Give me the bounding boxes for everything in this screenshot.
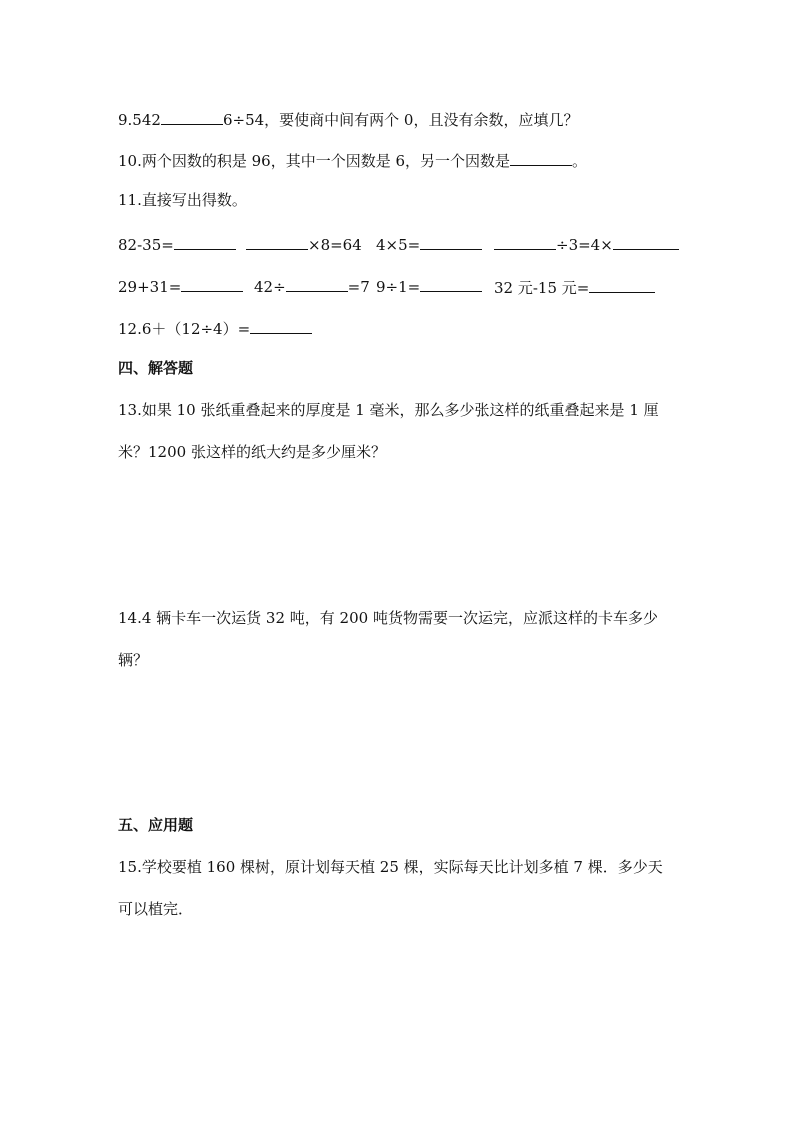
- section-4-title: 四、解答题: [118, 359, 194, 377]
- calc-1b: [246, 235, 362, 254]
- calc-1d: [494, 235, 679, 254]
- q9-text-before: 9.542: [118, 111, 161, 129]
- q10-answer-blank[interactable]: [510, 151, 572, 166]
- calc-1b-text: ×8=64: [308, 236, 362, 254]
- q15-text-line-2: 可以植完．: [118, 900, 194, 918]
- calc-1c-text: 4×5=: [376, 236, 421, 254]
- calc-2d-blank[interactable]: [589, 278, 655, 293]
- q14-text-line-1: 14.4 辆卡车一次运货 32 吨，有 200 吨货物需要一次运完，应派这样的卡车多少: [118, 609, 658, 627]
- q12-answer-blank[interactable]: [250, 319, 312, 334]
- calc-2d-text: 32 元-15 元=: [494, 279, 590, 297]
- question-10: [118, 151, 676, 169]
- calc-row-1: [118, 235, 678, 255]
- calc-1c-blank[interactable]: [420, 235, 482, 250]
- question-15-line-1: [118, 860, 676, 875]
- q13-text-line-2: 米？1200 张这样的纸大约是多少厘米？: [118, 443, 386, 461]
- calc-2a: [118, 277, 243, 296]
- calc-1d-blank-2[interactable]: [613, 235, 679, 250]
- question-14-line-2: [118, 653, 676, 668]
- section-5-heading: [118, 818, 676, 833]
- calc-2b-text-after: =7: [347, 278, 370, 296]
- calc-2b-text-before: 42÷: [254, 278, 286, 296]
- question-14-line-1: [118, 611, 676, 626]
- q10-text-before: 10.两个因数的积是 96，其中一个因数是 6，另一个因数是: [118, 152, 511, 170]
- question-13-line-2: [118, 445, 676, 460]
- calc-2c: [376, 277, 482, 296]
- calc-2a-blank[interactable]: [181, 277, 243, 292]
- calc-2a-text: 29+31=: [118, 278, 182, 296]
- calc-1b-blank[interactable]: [246, 235, 308, 250]
- q14-text-line-2: 辆？: [118, 651, 149, 669]
- calc-1a-text: 82-35=: [118, 236, 174, 254]
- calc-2b-blank[interactable]: [286, 277, 348, 292]
- q10-text-after: 。: [572, 152, 588, 170]
- q15-text-line-1: 15.学校要植 160 棵树，原计划每天植 25 棵，实际每天比计划多植 7 棵．多少天: [118, 858, 663, 876]
- q12-text: 12.6＋（12÷4）=: [118, 320, 251, 338]
- calc-2c-text: 9÷1=: [376, 278, 421, 296]
- q11-text: 11.直接写出得数。: [118, 191, 247, 209]
- calc-1a: [118, 235, 236, 254]
- question-13-line-1: [118, 403, 676, 418]
- q9-answer-blank[interactable]: [161, 110, 223, 125]
- calc-1d-blank-1[interactable]: [494, 235, 556, 250]
- question-11: [118, 193, 676, 208]
- calc-2b: [254, 277, 370, 296]
- question-15-line-2: [118, 902, 676, 917]
- calc-2d: [494, 277, 655, 298]
- q13-text-line-1: 13.如果 10 张纸重叠起来的厚度是 1 毫米，那么多少张这样的纸重叠起来是 1 厘: [118, 401, 659, 419]
- section-4-heading: [118, 361, 676, 376]
- calc-1a-blank[interactable]: [174, 235, 236, 250]
- calc-row-2: [118, 277, 678, 297]
- calc-1d-text: ÷3=4×: [556, 236, 613, 254]
- calc-1c: [376, 235, 482, 254]
- question-9: [118, 110, 676, 128]
- question-12: [118, 319, 676, 337]
- section-5-title: 五、应用题: [118, 816, 194, 834]
- calc-2c-blank[interactable]: [420, 277, 482, 292]
- q9-text-after: 6÷54，要使商中间有两个 0，且没有余数，应填几？: [222, 111, 579, 129]
